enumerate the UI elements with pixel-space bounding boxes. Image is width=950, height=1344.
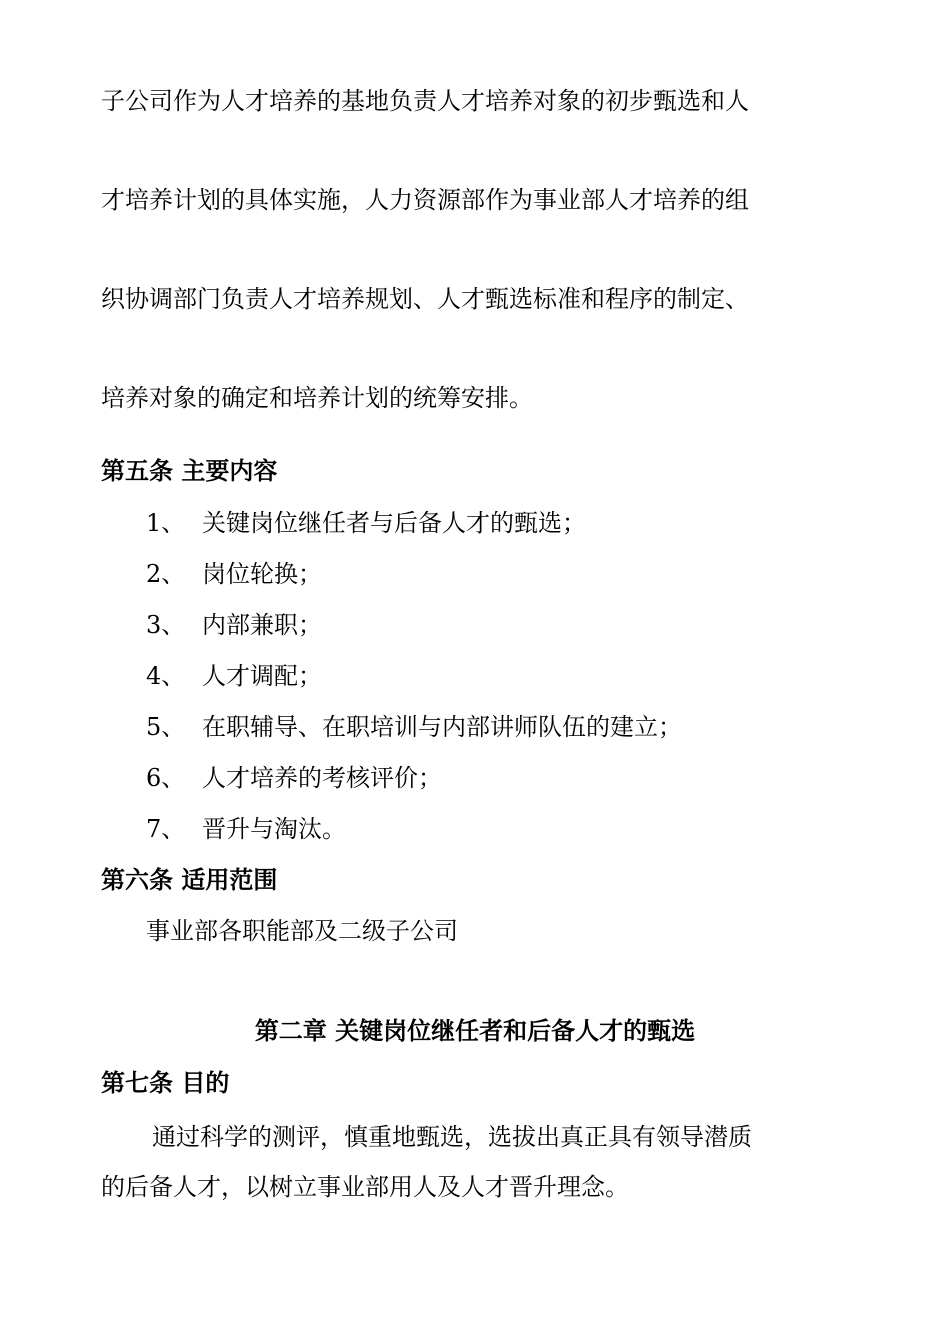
list-item-text: 在职辅导、在职培训与内部讲师队伍的建立； — [202, 713, 682, 741]
article7-paragraph-line: 的后备人才，以树立事业部用人及人才晋升理念。 — [101, 1173, 629, 1201]
list-item-text: 关键岗位继任者与后备人才的甄选； — [202, 509, 586, 537]
list-item-text: 内部兼职； — [202, 611, 322, 639]
list-item-number: 1、 — [146, 509, 186, 537]
intro-paragraph-line: 子公司作为人才培养的基地负责人才培养对象的初步甄选和人 — [101, 87, 749, 115]
list-item-text: 晋升与淘汰。 — [202, 815, 346, 843]
chapter-title: 第二章 关键岗位继任者和后备人才的甄选 — [254, 1017, 696, 1045]
list-item-text: 人才调配； — [202, 662, 322, 690]
intro-paragraph-line: 才培养计划的具体实施，人力资源部作为事业部人才培养的组 — [101, 186, 749, 214]
article6-heading: 第六条 适用范围 — [101, 866, 278, 894]
list-item-number: 3、 — [146, 611, 186, 639]
list-item-text: 人才培养的考核评价； — [202, 764, 442, 792]
article6-text: 事业部各职能部及二级子公司 — [146, 917, 458, 945]
list-item-number: 7、 — [146, 815, 186, 843]
article7-heading: 第七条 目的 — [101, 1069, 230, 1097]
list-item-text: 岗位轮换； — [202, 560, 322, 588]
list-item-number: 5、 — [146, 713, 186, 741]
list-item-number: 2、 — [146, 560, 186, 588]
list-item-number: 4、 — [146, 662, 186, 690]
intro-paragraph-line: 培养对象的确定和培养计划的统筹安排。 — [101, 384, 533, 412]
list-item-number: 6、 — [146, 764, 186, 792]
article7-paragraph-line: 通过科学的测评，慎重地甄选，选拔出真正具有领导潜质 — [152, 1123, 752, 1151]
article5-heading: 第五条 主要内容 — [101, 457, 278, 485]
intro-paragraph-line: 织协调部门负责人才培养规划、人才甄选标准和程序的制定、 — [101, 285, 749, 313]
